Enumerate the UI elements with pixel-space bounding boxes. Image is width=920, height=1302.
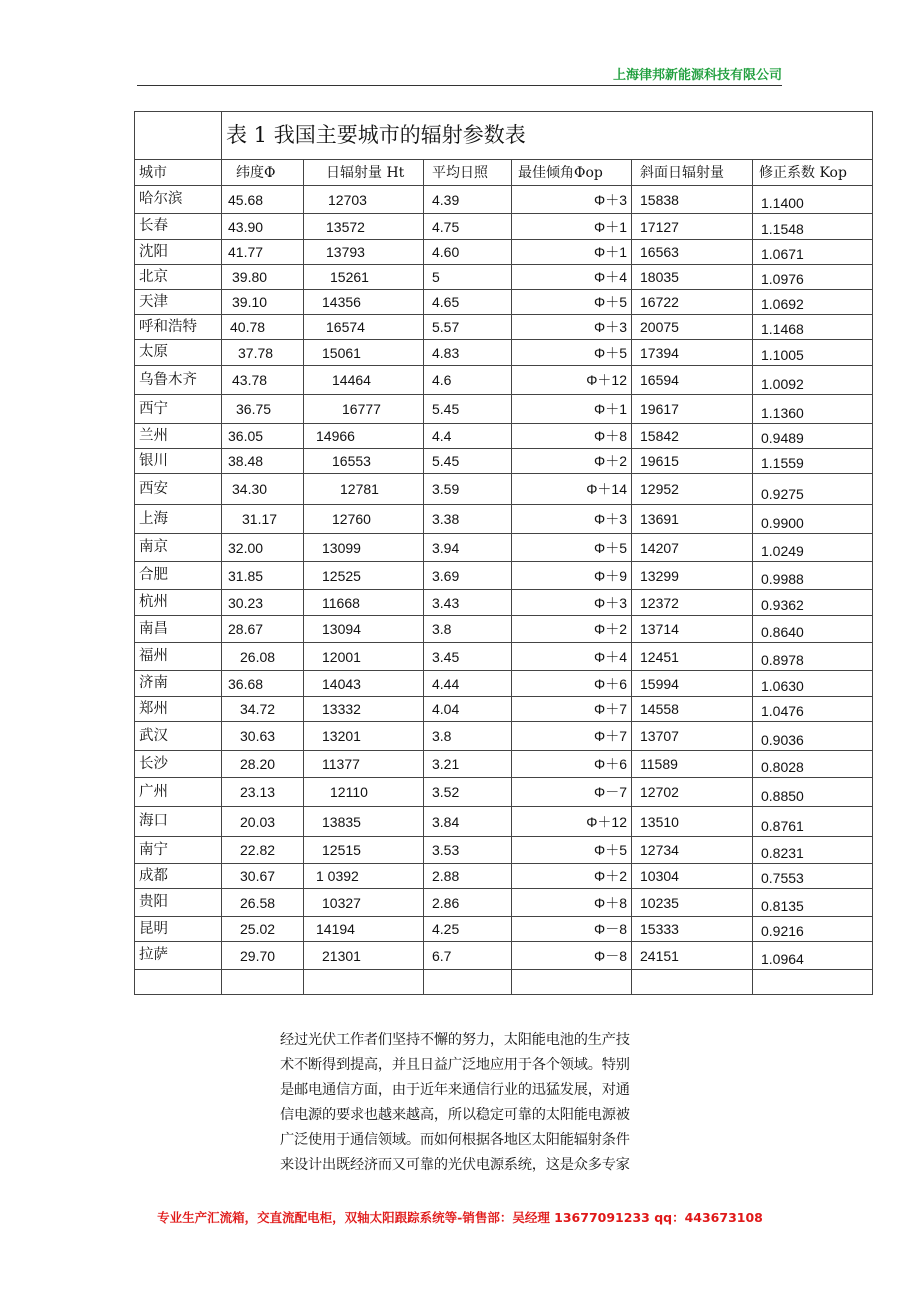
cell-sunshine: 2.88: [424, 864, 512, 889]
cell-sunshine: 4.6: [424, 366, 512, 395]
table-row: [135, 807, 873, 837]
cell-latitude: 39.10: [222, 290, 304, 315]
table-row: [135, 643, 873, 671]
cell-daily-radiation: 21301: [304, 942, 424, 970]
cell-sunshine: 5.45: [424, 449, 512, 474]
cell-daily-radiation: 12760: [304, 505, 424, 534]
cell-inclined-radiation: 13299: [632, 562, 753, 590]
company-name: 上海律邦新能源科技有限公司: [612, 68, 782, 83]
cell-city: 合肥: [135, 562, 222, 590]
cell-city: 北京: [135, 265, 222, 290]
cell-daily-radiation: 14194: [304, 917, 424, 942]
cell-city: 乌鲁木齐: [135, 366, 222, 395]
cell-optimal-angle: Φ＋2: [512, 864, 632, 889]
cell-inclined-radiation: 16594: [632, 366, 753, 395]
cell-correction: 1.1005: [753, 340, 873, 366]
cell-latitude: 30.63: [222, 722, 304, 751]
table-header-row: [135, 160, 873, 186]
cell-daily-radiation: 13201: [304, 722, 424, 751]
cell-latitude: 22.82: [222, 837, 304, 864]
cell-inclined-radiation: 13691: [632, 505, 753, 534]
cell-correction: 0.9900: [753, 505, 873, 534]
table-row: [135, 590, 873, 616]
cell-daily-radiation: 16574: [304, 315, 424, 340]
cell-optimal-angle: Φ＋1: [512, 214, 632, 240]
cell-optimal-angle: Φ＋5: [512, 290, 632, 315]
cell-latitude: 26.58: [222, 889, 304, 917]
cell-city: 长沙: [135, 751, 222, 778]
cell-daily-radiation: 14464: [304, 366, 424, 395]
cell-optimal-angle: Φ＋7: [512, 722, 632, 751]
cell-inclined-radiation: 15842: [632, 424, 753, 449]
cell-latitude: 23.13: [222, 778, 304, 807]
table-row: [135, 240, 873, 265]
cell-daily-radiation: 11668: [304, 590, 424, 616]
cell-inclined-radiation: 13714: [632, 616, 753, 643]
cell-city: 银川: [135, 449, 222, 474]
cell-sunshine: 5: [424, 265, 512, 290]
cell-correction: 1.1468: [753, 315, 873, 340]
cell-correction: 1.1559: [753, 449, 873, 474]
cell-latitude: 30.23: [222, 590, 304, 616]
cell-sunshine: 3.59: [424, 474, 512, 505]
cell-correction: 1.0976: [753, 265, 873, 290]
cell-sunshine: 4.75: [424, 214, 512, 240]
cell-inclined-radiation: 10235: [632, 889, 753, 917]
table-row: [135, 778, 873, 807]
table-row: [135, 474, 873, 505]
cell-sunshine: 4.83: [424, 340, 512, 366]
cell-latitude: 36.68: [222, 671, 304, 697]
cell-inclined-radiation: 24151: [632, 942, 753, 970]
paragraph-line: 信电源的要求也越来越高，所以稳定可靠的太阳能电源被: [280, 1107, 630, 1123]
cell-latitude: 34.72: [222, 697, 304, 722]
cell-inclined-radiation: 16563: [632, 240, 753, 265]
cell-city: 郑州: [135, 697, 222, 722]
cell-city: 杭州: [135, 590, 222, 616]
cell-latitude: 43.78: [222, 366, 304, 395]
table-row: [135, 562, 873, 590]
cell-daily-radiation: 10327: [304, 889, 424, 917]
cell-correction: 0.8135: [753, 889, 873, 917]
cell-daily-radiation: 12781: [304, 474, 424, 505]
cell-correction: 1.1548: [753, 214, 873, 240]
cell-correction: 0.8640: [753, 616, 873, 643]
table-row: [135, 751, 873, 778]
cell-city: 南京: [135, 534, 222, 562]
cell-daily-radiation: 12515: [304, 837, 424, 864]
cell-inclined-radiation: 13707: [632, 722, 753, 751]
col-header-sunshine: 平均日照: [424, 160, 512, 186]
cell-latitude: 39.80: [222, 265, 304, 290]
cell-optimal-angle: Φ＋12: [512, 366, 632, 395]
table-row: [135, 505, 873, 534]
cell-inclined-radiation: 10304: [632, 864, 753, 889]
cell-correction: 1.1360: [753, 395, 873, 424]
table-row: [135, 265, 873, 290]
cell-city: 兰州: [135, 424, 222, 449]
empty-cell: [135, 970, 222, 995]
cell-latitude: 30.67: [222, 864, 304, 889]
cell-city: 上海: [135, 505, 222, 534]
cell-city: 长春: [135, 214, 222, 240]
cell-city: 海口: [135, 807, 222, 837]
paragraph-line: 是邮电通信方面，由于近年来通信行业的迅猛发展，对通: [280, 1082, 630, 1098]
cell-inclined-radiation: 11589: [632, 751, 753, 778]
table-row: [135, 864, 873, 889]
cell-daily-radiation: 13793: [304, 240, 424, 265]
cell-sunshine: 4.65: [424, 290, 512, 315]
cell-daily-radiation: 14966: [304, 424, 424, 449]
cell-correction: 1.0476: [753, 697, 873, 722]
empty-cell: [304, 970, 424, 995]
cell-inclined-radiation: 12734: [632, 837, 753, 864]
cell-sunshine: 3.45: [424, 643, 512, 671]
cell-latitude: 29.70: [222, 942, 304, 970]
cell-inclined-radiation: 19615: [632, 449, 753, 474]
col-header-daily-radiation: 日辐射量 Ht: [304, 160, 424, 186]
cell-optimal-angle: Φ＋8: [512, 889, 632, 917]
table-row: [135, 534, 873, 562]
cell-sunshine: 3.38: [424, 505, 512, 534]
col-header-latitude: 纬度Φ: [222, 160, 304, 186]
body-paragraph: [280, 1028, 682, 1178]
cell-correction: 1.0630: [753, 671, 873, 697]
cell-optimal-angle: Φ＋4: [512, 643, 632, 671]
cell-inclined-radiation: 17394: [632, 340, 753, 366]
cell-daily-radiation: 13094: [304, 616, 424, 643]
cell-optimal-angle: Φ＋9: [512, 562, 632, 590]
cell-inclined-radiation: 12702: [632, 778, 753, 807]
cell-city: 南昌: [135, 616, 222, 643]
table-row: [135, 671, 873, 697]
footer-contact: 专业生产汇流箱，交直流配电柜，双轴太阳跟踪系统等-销售部：吴经理 13677091233 qq：443673108: [157, 1210, 763, 1225]
table-row: [135, 186, 873, 214]
cell-city: 哈尔滨: [135, 186, 222, 214]
cell-city: 西安: [135, 474, 222, 505]
cell-sunshine: 3.52: [424, 778, 512, 807]
cell-correction: 0.9275: [753, 474, 873, 505]
cell-latitude: 32.00: [222, 534, 304, 562]
cell-inclined-radiation: 14207: [632, 534, 753, 562]
paragraph-line: 广泛使用于通信领域。而如何根据各地区太阳能辐射条件: [280, 1132, 630, 1148]
cell-correction: 0.9216: [753, 917, 873, 942]
table-row: [135, 917, 873, 942]
cell-sunshine: 4.60: [424, 240, 512, 265]
cell-latitude: 43.90: [222, 214, 304, 240]
cell-correction: 1.0964: [753, 942, 873, 970]
paragraph-line: 经过光伏工作者们坚持不懈的努力，太阳能电池的生产技: [280, 1032, 630, 1048]
cell-inclined-radiation: 13510: [632, 807, 753, 837]
table-row: [135, 449, 873, 474]
cell-correction: 0.8231: [753, 837, 873, 864]
cell-optimal-angle: Φ－7: [512, 778, 632, 807]
paragraph-line: 来设计出既经济而又可靠的光伏电源系统，这是众多专家: [280, 1157, 630, 1173]
cell-correction: 1.0249: [753, 534, 873, 562]
cell-inclined-radiation: 17127: [632, 214, 753, 240]
cell-daily-radiation: 12525: [304, 562, 424, 590]
cell-daily-radiation: 13835: [304, 807, 424, 837]
cell-optimal-angle: Φ＋1: [512, 240, 632, 265]
cell-latitude: 28.67: [222, 616, 304, 643]
cell-sunshine: 3.69: [424, 562, 512, 590]
table-row: [135, 942, 873, 970]
cell-latitude: 25.02: [222, 917, 304, 942]
cell-optimal-angle: Φ＋2: [512, 449, 632, 474]
cell-latitude: 41.77: [222, 240, 304, 265]
cell-optimal-angle: Φ＋5: [512, 534, 632, 562]
table-row: [135, 889, 873, 917]
paragraph-line: 术不断得到提高，并且日益广泛地应用于各个领域。特别: [280, 1057, 630, 1073]
cell-sunshine: 5.45: [424, 395, 512, 424]
cell-correction: 0.9036: [753, 722, 873, 751]
empty-cell: [632, 970, 753, 995]
cell-inclined-radiation: 12952: [632, 474, 753, 505]
cell-inclined-radiation: 14558: [632, 697, 753, 722]
cell-sunshine: 4.25: [424, 917, 512, 942]
table-row: [135, 424, 873, 449]
cell-latitude: 37.78: [222, 340, 304, 366]
table-row: [135, 722, 873, 751]
cell-daily-radiation: 15061: [304, 340, 424, 366]
table-empty-row: [135, 970, 873, 995]
title-blank-cell: [135, 112, 222, 160]
cell-correction: 0.9489: [753, 424, 873, 449]
cell-correction: 0.8761: [753, 807, 873, 837]
cell-sunshine: 4.4: [424, 424, 512, 449]
cell-optimal-angle: Φ＋4: [512, 265, 632, 290]
cell-city: 武汉: [135, 722, 222, 751]
cell-optimal-angle: Φ＋6: [512, 751, 632, 778]
cell-optimal-angle: Φ＋3: [512, 186, 632, 214]
table-row: [135, 366, 873, 395]
cell-latitude: 45.68: [222, 186, 304, 214]
empty-cell: [512, 970, 632, 995]
cell-city: 沈阳: [135, 240, 222, 265]
cell-correction: 1.0671: [753, 240, 873, 265]
cell-daily-radiation: 15261: [304, 265, 424, 290]
cell-city: 昆明: [135, 917, 222, 942]
table-title: 表 1 我国主要城市的辐射参数表: [222, 112, 873, 160]
cell-inclined-radiation: 19617: [632, 395, 753, 424]
cell-daily-radiation: 13099: [304, 534, 424, 562]
cell-city: 呼和浩特: [135, 315, 222, 340]
cell-sunshine: 4.04: [424, 697, 512, 722]
cell-correction: 0.9362: [753, 590, 873, 616]
empty-cell: [753, 970, 873, 995]
cell-correction: 0.7553: [753, 864, 873, 889]
cell-correction: 1.1400: [753, 186, 873, 214]
col-header-inclined-radiation: 斜面日辐射量: [632, 160, 753, 186]
cell-sunshine: 3.84: [424, 807, 512, 837]
cell-sunshine: 4.39: [424, 186, 512, 214]
cell-inclined-radiation: 12451: [632, 643, 753, 671]
cell-latitude: 40.78: [222, 315, 304, 340]
cell-city: 贵阳: [135, 889, 222, 917]
cell-city: 成都: [135, 864, 222, 889]
cell-daily-radiation: 12703: [304, 186, 424, 214]
cell-optimal-angle: Φ＋12: [512, 807, 632, 837]
cell-latitude: 28.20: [222, 751, 304, 778]
cell-sunshine: 3.94: [424, 534, 512, 562]
cell-inclined-radiation: 15994: [632, 671, 753, 697]
empty-cell: [222, 970, 304, 995]
cell-correction: 1.0692: [753, 290, 873, 315]
table-row: [135, 214, 873, 240]
cell-city: 太原: [135, 340, 222, 366]
cell-inclined-radiation: 15838: [632, 186, 753, 214]
cell-daily-radiation: 14043: [304, 671, 424, 697]
cell-daily-radiation: 1 0392: [304, 864, 424, 889]
cell-sunshine: 2.86: [424, 889, 512, 917]
cell-correction: 0.8978: [753, 643, 873, 671]
cell-sunshine: 3.43: [424, 590, 512, 616]
table-row: [135, 837, 873, 864]
cell-sunshine: 4.44: [424, 671, 512, 697]
cell-optimal-angle: Φ＋1: [512, 395, 632, 424]
cell-latitude: 20.03: [222, 807, 304, 837]
cell-daily-radiation: 16553: [304, 449, 424, 474]
cell-optimal-angle: Φ＋8: [512, 424, 632, 449]
cell-daily-radiation: 16777: [304, 395, 424, 424]
cell-sunshine: 5.57: [424, 315, 512, 340]
table-row: [135, 315, 873, 340]
table-row: [135, 395, 873, 424]
cell-city: 济南: [135, 671, 222, 697]
col-header-correction: 修正系数 Kop: [753, 160, 873, 186]
table-row: [135, 616, 873, 643]
cell-latitude: 26.08: [222, 643, 304, 671]
cell-optimal-angle: Φ＋6: [512, 671, 632, 697]
cell-correction: 0.9988: [753, 562, 873, 590]
cell-latitude: 38.48: [222, 449, 304, 474]
cell-daily-radiation: 12110: [304, 778, 424, 807]
cell-optimal-angle: Φ＋2: [512, 616, 632, 643]
cell-optimal-angle: Φ＋14: [512, 474, 632, 505]
cell-correction: 1.0092: [753, 366, 873, 395]
cell-inclined-radiation: 18035: [632, 265, 753, 290]
cell-sunshine: 3.8: [424, 616, 512, 643]
cell-city: 广州: [135, 778, 222, 807]
cell-city: 西宁: [135, 395, 222, 424]
cell-daily-radiation: 11377: [304, 751, 424, 778]
table-row: [135, 340, 873, 366]
cell-optimal-angle: Φ＋3: [512, 590, 632, 616]
cell-daily-radiation: 14356: [304, 290, 424, 315]
empty-cell: [424, 970, 512, 995]
cell-inclined-radiation: 12372: [632, 590, 753, 616]
cell-optimal-angle: Φ－8: [512, 917, 632, 942]
col-header-optimal-angle: 最佳倾角Φop: [512, 160, 632, 186]
cell-sunshine: 3.53: [424, 837, 512, 864]
cell-city: 福州: [135, 643, 222, 671]
cell-city: 天津: [135, 290, 222, 315]
cell-inclined-radiation: 16722: [632, 290, 753, 315]
table-row: [135, 290, 873, 315]
cell-inclined-radiation: 15333: [632, 917, 753, 942]
cell-correction: 0.8850: [753, 778, 873, 807]
cell-optimal-angle: Φ＋3: [512, 505, 632, 534]
cell-city: 南宁: [135, 837, 222, 864]
cell-optimal-angle: Φ＋3: [512, 315, 632, 340]
cell-daily-radiation: 13572: [304, 214, 424, 240]
cell-daily-radiation: 13332: [304, 697, 424, 722]
cell-sunshine: 3.8: [424, 722, 512, 751]
cell-daily-radiation: 12001: [304, 643, 424, 671]
cell-latitude: 31.17: [222, 505, 304, 534]
cell-sunshine: 3.21: [424, 751, 512, 778]
radiation-table: [134, 111, 873, 995]
cell-optimal-angle: Φ－8: [512, 942, 632, 970]
cell-optimal-angle: Φ＋5: [512, 340, 632, 366]
cell-correction: 0.8028: [753, 751, 873, 778]
cell-sunshine: 6.7: [424, 942, 512, 970]
cell-latitude: 34.30: [222, 474, 304, 505]
col-header-city: 城市: [135, 160, 222, 186]
cell-optimal-angle: Φ＋7: [512, 697, 632, 722]
cell-optimal-angle: Φ＋5: [512, 837, 632, 864]
table-title-row: [135, 112, 873, 160]
cell-latitude: 36.05: [222, 424, 304, 449]
cell-latitude: 36.75: [222, 395, 304, 424]
table-row: [135, 697, 873, 722]
cell-inclined-radiation: 20075: [632, 315, 753, 340]
cell-city: 拉萨: [135, 942, 222, 970]
cell-latitude: 31.85: [222, 562, 304, 590]
header-rule: [137, 85, 782, 86]
